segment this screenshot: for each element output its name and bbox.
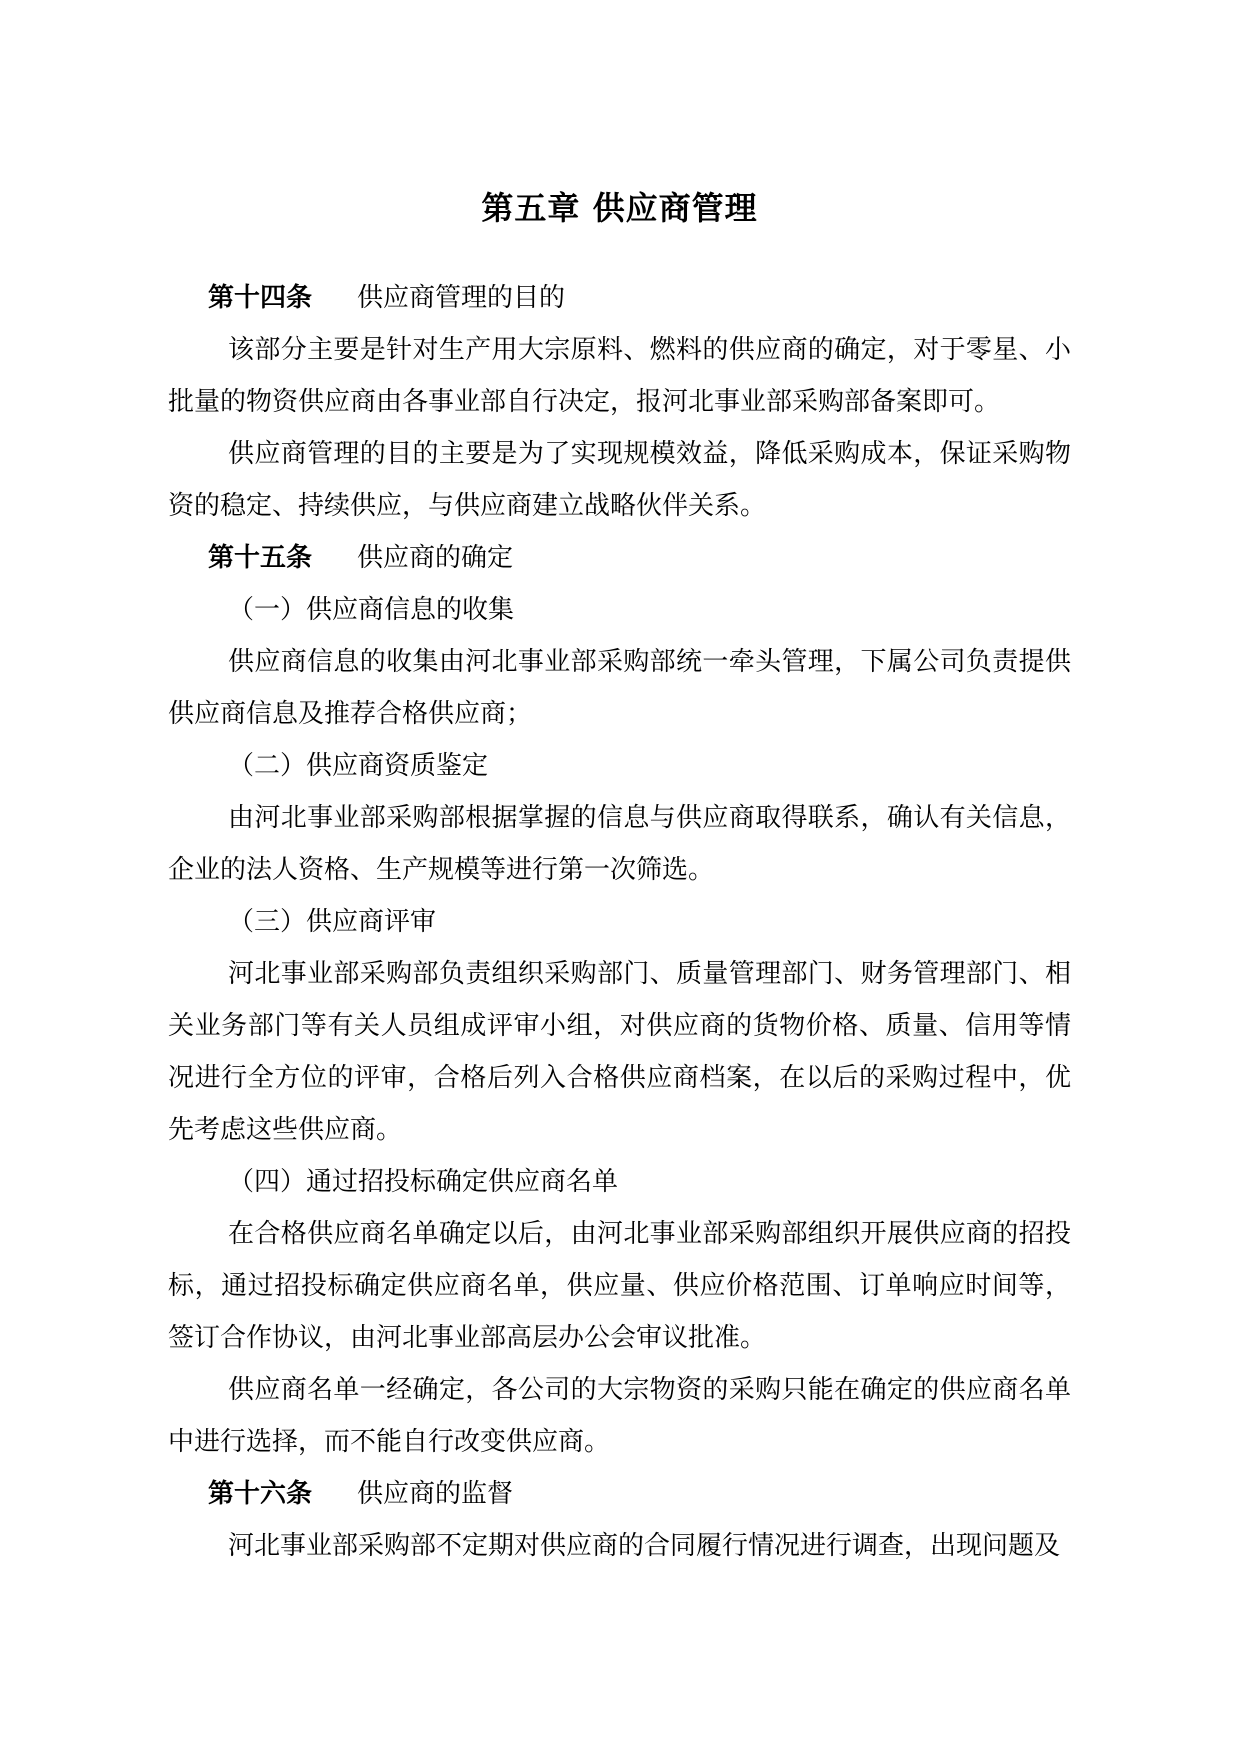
- article-number: 第十五条: [208, 543, 313, 573]
- article-title: 供应商的确定: [357, 543, 514, 573]
- chapter-title: 第五章 供应商管理: [481, 189, 758, 227]
- article-heading: [168, 1468, 1071, 1520]
- paragraph: （二）供应商资质鉴定: [228, 751, 489, 781]
- article-number: 第十六条: [208, 1479, 313, 1509]
- article-heading: [168, 272, 1071, 324]
- paragraph: 由河北事业部采购部根据掌握的信息与供应商取得联系，确认有关信息，企业的法人资格、生产规模等进行第一次筛选。: [168, 803, 1071, 885]
- paragraph: 在合格供应商名单确定以后，由河北事业部采购部组织开展供应商的招投标，通过招投标确定供应商名单，供应量、供应价格范围、订单响应时间等，签订合作协议，由河北事业部高层办公会审议批准。: [168, 1219, 1071, 1353]
- paragraph: 河北事业部采购部不定期对供应商的合同履行情况进行调查，出现问题及: [228, 1531, 1061, 1561]
- paragraph: 供应商信息的收集由河北事业部采购部统一牵头管理，下属公司负责提供供应商信息及推荐合格供应商；: [168, 647, 1071, 729]
- paragraph: 供应商管理的目的主要是为了实现规模效益，降低采购成本，保证采购物资的稳定、持续供应，与供应商建立战略伙伴关系。: [168, 439, 1071, 521]
- article-title: 供应商管理的目的: [357, 283, 566, 313]
- paragraph: 该部分主要是针对生产用大宗原料、燃料的供应商的确定，对于零星、小批量的物资供应商由各事业部自行决定，报河北事业部采购部备案即可。: [168, 335, 1071, 417]
- document-body: [168, 272, 1071, 1572]
- article-title: 供应商的监督: [357, 1479, 514, 1509]
- paragraph: 河北事业部采购部负责组织采购部门、质量管理部门、财务管理部门、相关业务部门等有关人员组成评审小组，对供应商的货物价格、质量、信用等情况进行全方位的评审，合格后列入合格供应商档案，在以后的采购过程中，优先考虑这些供应商。: [168, 959, 1071, 1145]
- paragraph: 供应商名单一经确定，各公司的大宗物资的采购只能在确定的供应商名单中进行选择，而不能自行改变供应商。: [168, 1375, 1071, 1457]
- article-heading: [168, 532, 1071, 584]
- paragraph: （一）供应商信息的收集: [228, 595, 515, 625]
- article-number: 第十四条: [208, 283, 313, 313]
- paragraph: （四）通过招投标确定供应商名单: [228, 1167, 619, 1197]
- paragraph: （三）供应商评审: [228, 907, 437, 937]
